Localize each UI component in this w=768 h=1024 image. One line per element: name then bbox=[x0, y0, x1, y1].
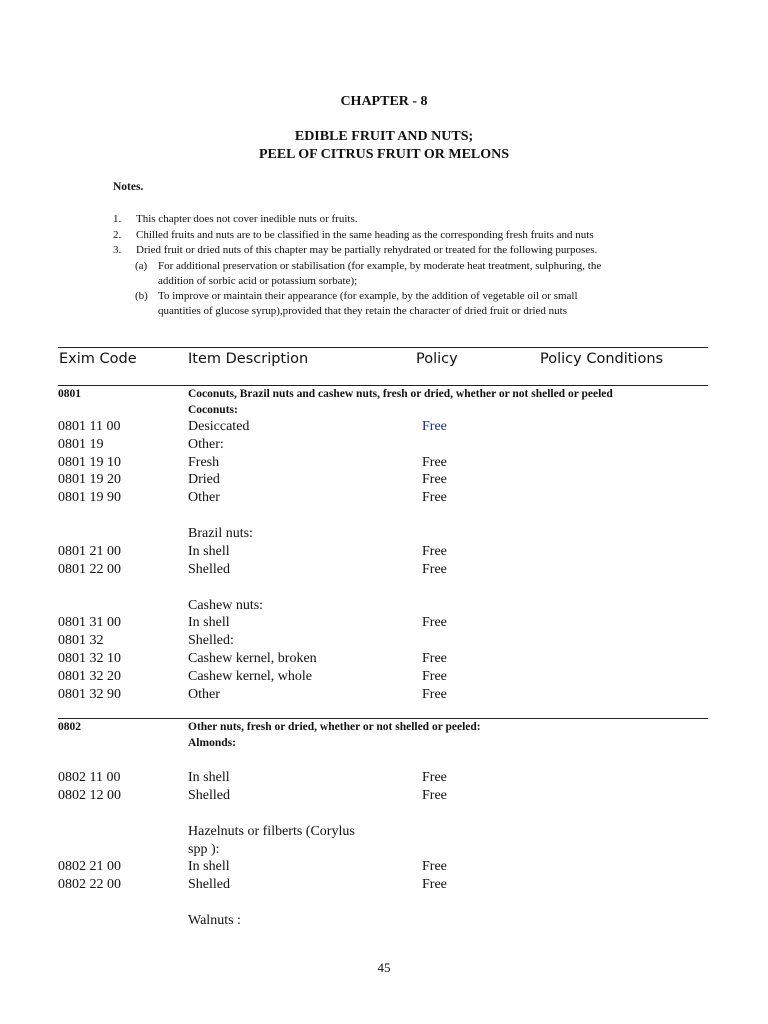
item-description-cell: Shelled: bbox=[188, 633, 234, 648]
note-text: quantities of glucose syrup),provided that they retain the character of dried fruit or dried nuts bbox=[158, 305, 568, 317]
item-description-cell: In shell bbox=[188, 544, 230, 559]
col-header-policy-conditions: Policy Conditions bbox=[540, 351, 664, 367]
item-description-cell: Fresh bbox=[188, 455, 220, 470]
policy-cell: Free bbox=[422, 455, 447, 470]
exim-code-cell: 0802 bbox=[58, 721, 81, 733]
exim-code-cell: 0801 22 00 bbox=[58, 562, 121, 577]
table-row bbox=[0, 437, 768, 455]
item-description-cell: Shelled bbox=[188, 562, 230, 577]
exim-code-cell: 0801 21 00 bbox=[58, 544, 121, 559]
note-number: (b) bbox=[135, 290, 148, 302]
table-row bbox=[0, 455, 768, 473]
table-row bbox=[0, 615, 768, 633]
table-row bbox=[0, 562, 768, 580]
exim-code-cell: 0801 32 90 bbox=[58, 687, 121, 702]
policy-cell: Free bbox=[422, 859, 447, 874]
col-header-exim-code: Exim Code bbox=[59, 351, 137, 367]
exim-code-cell: 0801 31 00 bbox=[58, 615, 121, 630]
table-row bbox=[0, 526, 768, 544]
note-text: This chapter does not cover inedible nuts or fruits. bbox=[136, 213, 358, 225]
exim-code-cell: 0801 11 00 bbox=[58, 419, 121, 434]
item-description-cell: In shell bbox=[188, 859, 230, 874]
note-text: To improve or maintain their appearance (for example, by the addition of vegetable oil or small bbox=[158, 290, 578, 302]
exim-code-cell: 0802 12 00 bbox=[58, 788, 121, 803]
table-row bbox=[0, 687, 768, 705]
policy-cell: Free bbox=[422, 687, 447, 702]
policy-cell: Free bbox=[422, 472, 447, 487]
chapter-heading: CHAPTER - 8 bbox=[340, 94, 428, 109]
chapter-title-line-2: PEEL OF CITRUS FRUIT OR MELONS bbox=[258, 147, 510, 162]
table-row bbox=[0, 651, 768, 669]
note-text: Dried fruit or dried nuts of this chapter may be partially rehydrated or treated for the following purposes. bbox=[136, 244, 598, 256]
item-description-cell: Other nuts, fresh or dried, whether or not shelled or peeled: bbox=[188, 721, 481, 733]
item-description-cell: Cashew kernel, broken bbox=[188, 651, 317, 666]
policy-cell: Free bbox=[422, 544, 447, 559]
table-row bbox=[0, 598, 768, 616]
item-description-cell: Hazelnuts or filberts (Corylus bbox=[188, 824, 355, 839]
item-description-cell: Desiccated bbox=[188, 419, 250, 434]
item-description-cell: Coconuts, Brazil nuts and cashew nuts, fresh or dried, whether or not shelled or peeled bbox=[188, 388, 613, 400]
exim-code-cell: 0801 19 20 bbox=[58, 472, 121, 487]
item-description-cell: Other bbox=[188, 490, 220, 505]
table-row bbox=[0, 669, 768, 687]
note-number: 1. bbox=[113, 213, 122, 225]
policy-cell: Free bbox=[422, 788, 447, 803]
table-row bbox=[0, 913, 768, 931]
item-description-cell: Cashew nuts: bbox=[188, 598, 264, 613]
note-number: 2. bbox=[113, 229, 122, 241]
exim-code-cell: 0801 32 10 bbox=[58, 651, 121, 666]
table-row bbox=[0, 544, 768, 562]
item-description-cell: Shelled bbox=[188, 877, 230, 892]
table-row bbox=[0, 788, 768, 806]
note-text: Chilled fruits and nuts are to be classified in the same heading as the corresponding fresh fruits and nuts bbox=[136, 229, 594, 241]
item-description-cell: Other: bbox=[188, 437, 224, 452]
policy-cell: Free bbox=[422, 877, 447, 892]
exim-code-cell: 0801 19 90 bbox=[58, 490, 121, 505]
policy-cell: Free bbox=[422, 490, 447, 505]
exim-code-cell: 0801 32 20 bbox=[58, 669, 121, 684]
item-description-cell: Almonds: bbox=[188, 737, 236, 749]
policy-cell: Free bbox=[422, 562, 447, 577]
table-row bbox=[0, 737, 768, 755]
note-number: (a) bbox=[135, 260, 148, 272]
exim-code-cell: 0801 19 10 bbox=[58, 455, 121, 470]
exim-code-cell: 0801 bbox=[58, 388, 81, 400]
exim-code-cell: 0802 21 00 bbox=[58, 859, 121, 874]
exim-code-cell: 0801 19 bbox=[58, 437, 104, 452]
policy-cell: Free bbox=[422, 770, 447, 785]
table-row bbox=[0, 859, 768, 877]
table-row bbox=[0, 824, 768, 842]
item-description-cell: Other bbox=[188, 687, 220, 702]
item-description-cell: spp ): bbox=[188, 842, 220, 857]
table-row bbox=[0, 472, 768, 490]
table-row bbox=[0, 490, 768, 508]
table-row bbox=[0, 633, 768, 651]
table-row bbox=[0, 842, 768, 860]
policy-cell: Free bbox=[422, 419, 447, 434]
header-bottom-rule bbox=[58, 385, 708, 386]
item-description-cell: Coconuts: bbox=[188, 404, 238, 416]
header-top-rule bbox=[58, 347, 708, 348]
note-number: 3. bbox=[113, 244, 122, 256]
item-description-cell: In shell bbox=[188, 770, 230, 785]
table-row bbox=[0, 419, 768, 437]
exim-code-cell: 0801 32 bbox=[58, 633, 104, 648]
policy-cell: Free bbox=[422, 651, 447, 666]
policy-cell: Free bbox=[422, 615, 447, 630]
exim-code-cell: 0802 11 00 bbox=[58, 770, 121, 785]
item-description-cell: In shell bbox=[188, 615, 230, 630]
item-description-cell: Brazil nuts: bbox=[188, 526, 253, 541]
exim-code-cell: 0802 22 00 bbox=[58, 877, 121, 892]
notes-label: Notes. bbox=[113, 181, 144, 193]
col-header-item-description: Item Description bbox=[188, 351, 309, 367]
table-row bbox=[0, 770, 768, 788]
col-header-policy: Policy bbox=[416, 351, 458, 367]
note-text: For additional preservation or stabilisation (for example, by moderate heat treatment, sulphuring, the bbox=[158, 260, 602, 272]
item-description-cell: Cashew kernel, whole bbox=[188, 669, 313, 684]
chapter-title-line-1: EDIBLE FRUIT AND NUTS; bbox=[294, 129, 474, 144]
policy-cell: Free bbox=[422, 669, 447, 684]
table-row bbox=[0, 877, 768, 895]
item-description-cell: Shelled bbox=[188, 788, 230, 803]
section-rule-0802 bbox=[58, 718, 708, 719]
page-number: 45 bbox=[377, 960, 391, 975]
note-text: addition of sorbic acid or potassium sorbate); bbox=[158, 275, 358, 287]
item-description-cell: Dried bbox=[188, 472, 220, 487]
item-description-cell: Walnuts : bbox=[188, 913, 241, 928]
